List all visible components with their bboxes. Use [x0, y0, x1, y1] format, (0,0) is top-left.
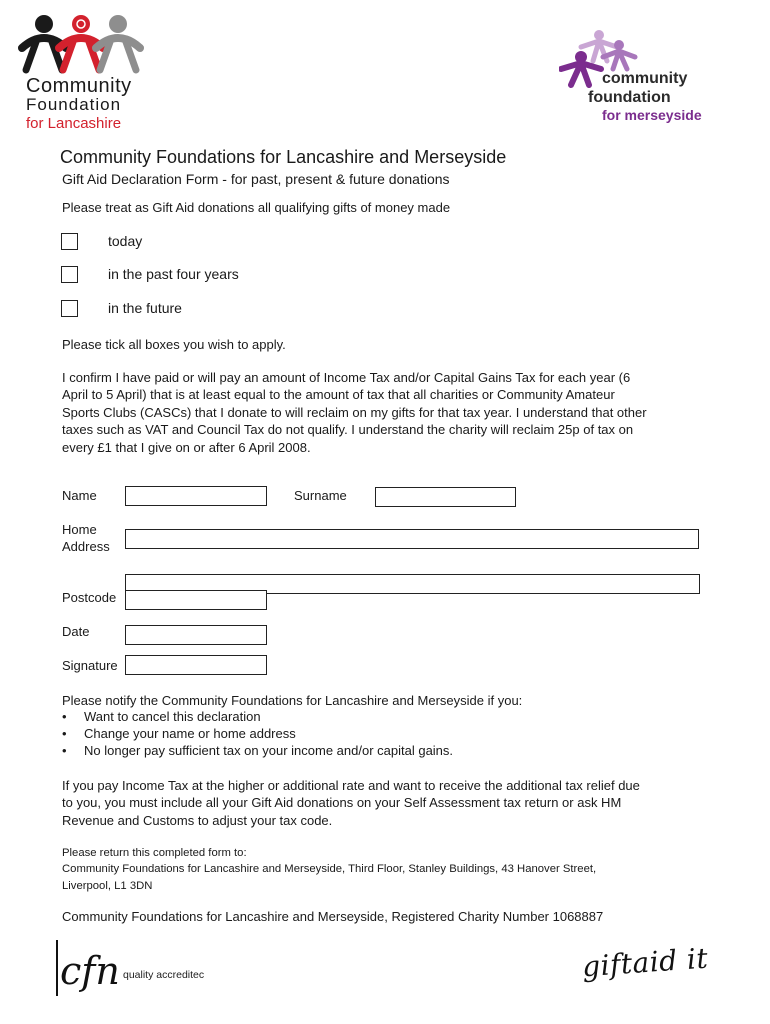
home-address-label — [62, 522, 110, 555]
notify-intro: Please notify the Community Foundations for Lancashire and Merseyside if you: — [62, 693, 523, 708]
checkbox-past-four-years-label: in the past four years — [108, 266, 239, 282]
form-subtitle: Gift Aid Declaration Form - for past, present & future donations — [62, 171, 450, 187]
bullet-marker: • — [62, 726, 67, 741]
merseyside-logo-line2: foundation — [588, 89, 671, 106]
lancashire-logo — [0, 0, 160, 135]
higher-rate-paragraph — [62, 777, 722, 829]
cfn-mark-icon — [56, 940, 120, 996]
return-line2: Liverpool, L1 3DN — [62, 879, 153, 892]
bullet-marker: • — [62, 743, 67, 758]
merseyside-logo-line3: for merseyside — [602, 107, 702, 123]
lancashire-logo-line2: Foundation — [26, 95, 122, 114]
lancashire-logo-line1: Community — [26, 75, 132, 97]
date-label: Date — [62, 624, 90, 639]
checkbox-past-four-years[interactable] — [61, 266, 78, 283]
merseyside-logo-line1: community — [602, 70, 688, 87]
declaration-line: taxes such as VAT and Council Tax do not qualify. I understand the charity will reclaim 25p of tax on — [62, 422, 634, 438]
declaration-line: every £1 that I give on or after 6 April 2008. — [62, 439, 311, 455]
name-input[interactable] — [125, 486, 267, 506]
checkbox-today-label: today — [108, 233, 143, 249]
postcode-label: Postcode — [62, 590, 117, 605]
date-input[interactable] — [125, 625, 267, 645]
cfn-logo — [56, 940, 120, 996]
declaration-line: Sports Clubs (CASCs) that I donate to will reclaim on my gifts for that tax year. I understand that other — [62, 404, 647, 420]
form-title: Community Foundations for Lancashire and Merseyside — [60, 147, 507, 167]
bullet-marker: • — [62, 709, 67, 724]
people-figures-icon — [18, 10, 144, 76]
higher-rate-line: If you pay Income Tax at the higher or additional rate and want to receive the additional tax relief due — [62, 778, 640, 793]
address-label: Address — [62, 538, 110, 554]
signature-label: Signature — [62, 658, 118, 673]
checkbox-future-label: in the future — [108, 300, 182, 316]
lancashire-logo-line3: for Lancashire — [26, 115, 122, 132]
declaration-line: April to 5 April) that is at least equal to the amount of tax that all charities or Community Amateur — [62, 387, 615, 403]
address-input-line1[interactable] — [125, 529, 699, 549]
checkbox-future[interactable] — [61, 300, 78, 317]
return-address — [62, 845, 722, 894]
giftaid-logo: giftaid it — [581, 941, 710, 984]
notify-item-cancel: Want to cancel this declaration — [84, 709, 261, 724]
cfn-caption: quality accreditec — [123, 969, 205, 981]
higher-rate-line: to you, you must include all your Gift Aid donations on your Self Assessment tax return or ask HM — [62, 795, 622, 811]
declaration-paragraph — [62, 369, 722, 456]
name-label: Name — [62, 488, 97, 503]
notify-item-tax: No longer pay sufficient tax on your income and/or capital gains. — [84, 743, 454, 758]
return-line1: Community Foundations for Lancashire and Merseyside, Third Floor, Stanley Buildings, 43 Hanover Street, — [62, 863, 597, 876]
intro-text: Please treat as Gift Aid donations all qualifying gifts of money made — [62, 200, 451, 215]
declaration-line: I confirm I have paid or will pay an amount of Income Tax and/or Capital Gains Tax for each year (6 — [62, 370, 631, 385]
return-intro: Please return this completed form to: — [62, 847, 247, 859]
tick-note: Please tick all boxes you wish to apply. — [62, 337, 286, 352]
cfn-mark-text: cfn — [60, 949, 120, 993]
notify-item-change: Change your name or home address — [84, 726, 296, 741]
signature-input[interactable] — [125, 655, 267, 675]
surname-label: Surname — [294, 488, 347, 503]
postcode-input[interactable] — [125, 590, 267, 610]
surname-input[interactable] — [375, 487, 516, 507]
home-label: Home — [62, 522, 97, 537]
checkbox-today[interactable] — [61, 233, 78, 250]
higher-rate-line: Revenue and Customs to adjust your tax code. — [62, 812, 333, 828]
charity-number: Community Foundations for Lancashire and Merseyside, Registered Charity Number 1068887 — [62, 909, 604, 924]
